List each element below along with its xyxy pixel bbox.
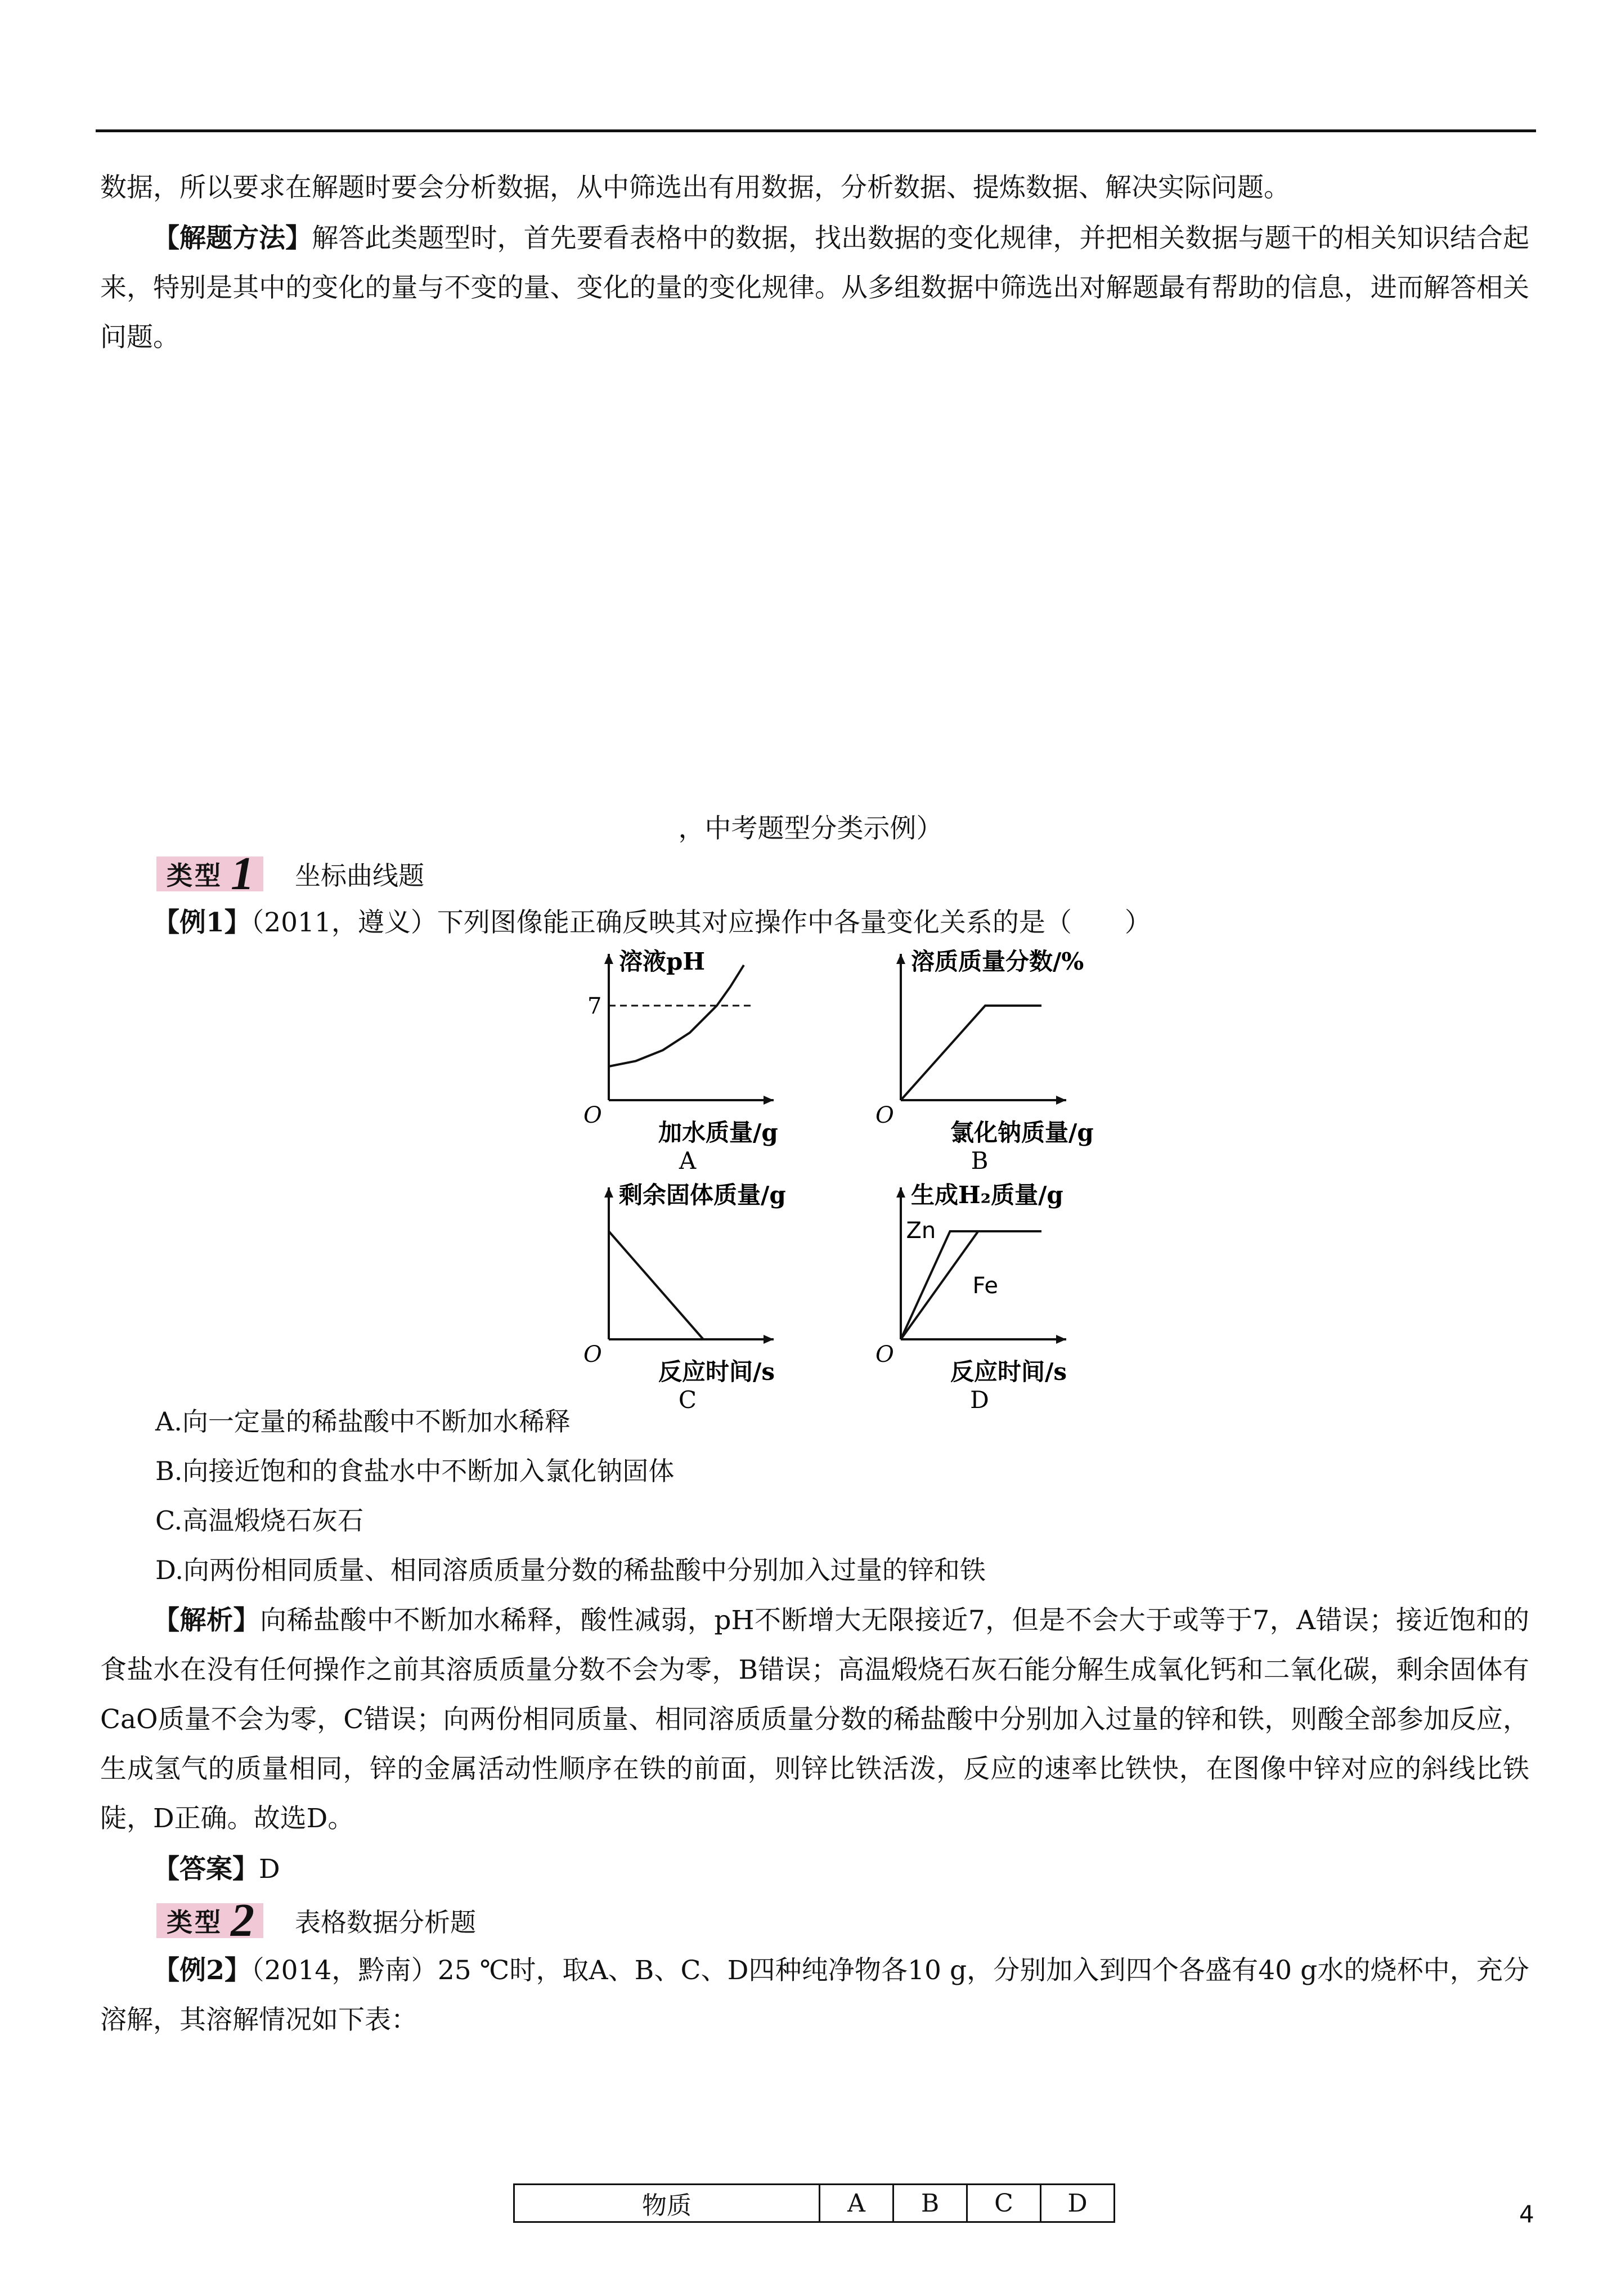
x-axis-label-d: 反应时间/s [950, 1358, 1067, 1385]
x-axis-label-b: 氯化钠质量/g [950, 1119, 1094, 1146]
type2-number: 2 [231, 1894, 254, 1947]
type1-label: 类型 [167, 860, 223, 891]
example2-text: （2014，黔南）25 ℃时，取A、B、C、D四种纯净物各10 g，分别加入到四个各盛有40 g水的烧杯中，充分溶解，其溶解情况如下表： [100, 1955, 1529, 2035]
origin-label-b: O [875, 1102, 894, 1128]
analysis-label: 【解析】 [153, 1605, 260, 1636]
type1-number: 1 [231, 847, 254, 900]
answer-line [100, 1845, 1529, 1894]
method-label: 【解题方法】 [153, 223, 312, 254]
table-header-cell: A [820, 2185, 893, 2222]
panel-caption-d: D [970, 1386, 989, 1414]
table-header-cell: D [1041, 2185, 1115, 2222]
y-axis-label-c: 剩余固体质量/g [619, 1181, 786, 1209]
x-axis-label-c: 反应时间/s [658, 1358, 775, 1385]
method-text: 解答此类题型时，首先要看表格中的数据，找出数据的变化规律，并把相关数据与题干的相关知识结合起来，特别是其中的变化的量与不变的量、变化的量的变化规律。从多组数据中筛选出对解题最有帮助的信息，进而解答相关问题。 [100, 223, 1530, 353]
analysis-text: 向稀盐酸中不断加水稀释，酸性减弱，pH不断增大无限接近7，但是不会大于或等于7，A错误；接近饱和的食盐水在没有任何操作之前其溶质质量分数不会为零，B错误；高温煅烧石灰石能分解生成氧化钙和二氧化碳，剩余固体有CaO质量不会为零，C错误；向两份相同质量、相同溶质质量分数的稀盐酸中分别加入过量的锌和铁，则酸全部参加反应，生成氢气的质量相同，锌的金属活动性顺序在铁的前面，则锌比铁活泼，反应的速率比铁快，在图像中锌对应的斜线比铁陡，D正确。故选D。 [100, 1605, 1530, 1834]
type2-label: 类型 [167, 1907, 223, 1938]
series-line-c-0 [609, 1231, 703, 1339]
example2-stem [100, 1946, 1529, 2045]
table-header-cell: B [893, 2185, 967, 2222]
x-arrow-d [1056, 1335, 1066, 1344]
type2-badge [156, 1894, 263, 1947]
table-header-cell: 物质 [514, 2185, 820, 2222]
y-arrow-b [896, 954, 905, 964]
origin-label-a: O [583, 1102, 602, 1128]
series-label-zn: Zn [906, 1218, 936, 1244]
y-arrow-a [604, 954, 613, 964]
origin-label-c: O [583, 1342, 602, 1367]
option-a: A.向一定量的稀盐酸中不断加水稀释 [155, 1406, 571, 1437]
solubility-table [513, 2183, 1115, 2223]
series-line-a-0 [609, 965, 744, 1066]
panel-caption-a: A [679, 1147, 697, 1174]
option-d: D.向两份相同质量、相同溶质质量分数的稀盐酸中分别加入过量的锌和铁 [155, 1555, 986, 1585]
y-axis-label-d: 生成H₂质量/g [911, 1181, 1063, 1209]
series-label-fe: Fe [972, 1273, 998, 1299]
series-line-d-0 [901, 1231, 1041, 1339]
series-line-d-1 [901, 1231, 1041, 1339]
type2-heading [156, 1894, 476, 1947]
page-number: 4 [1519, 2200, 1534, 2228]
type2-title: 表格数据分析题 [295, 1907, 476, 1938]
y-arrow-d [896, 1187, 905, 1198]
example2-label: 【例2】 [153, 1955, 252, 1986]
y-axis-label-a: 溶液pH [619, 948, 706, 975]
answer-label: 【答案】 [153, 1854, 259, 1885]
table-header-cell: C [967, 2185, 1041, 2222]
option-b: B.向接近饱和的食盐水中不断加入氯化钠固体 [155, 1456, 675, 1486]
x-arrow-b [1056, 1096, 1066, 1105]
x-arrow-c [764, 1335, 774, 1344]
section-title: ，中考题型分类示例） [678, 813, 943, 844]
panel-caption-b: B [971, 1147, 989, 1174]
answer-text: D [259, 1854, 280, 1885]
option-c: C.高温煅烧石灰石 [155, 1505, 364, 1536]
y-tick-label-a: 7 [587, 993, 602, 1019]
y-arrow-c [604, 1187, 613, 1198]
analysis-paragraph [100, 1596, 1529, 1844]
x-arrow-a [764, 1096, 774, 1105]
panel-caption-c: C [678, 1386, 697, 1414]
example1-text: （2011，遵义）下列图像能正确反映其对应操作中各量变化关系的是（ ） [250, 907, 1151, 938]
intro-line: 数据，所以要求在解题时要会分析数据，从中筛选出有用数据，分析数据、提炼数据、解决实际问题。 [100, 172, 1290, 203]
x-axis-label-a: 加水质量/g [658, 1119, 778, 1146]
series-line-b-0 [901, 1006, 1041, 1100]
y-axis-label-b: 溶质质量分数/% [911, 948, 1084, 975]
origin-label-d: O [875, 1342, 894, 1367]
table-row [514, 2185, 1115, 2222]
example1-label: 【例1】 [153, 907, 251, 938]
type1-title: 坐标曲线题 [295, 860, 424, 891]
